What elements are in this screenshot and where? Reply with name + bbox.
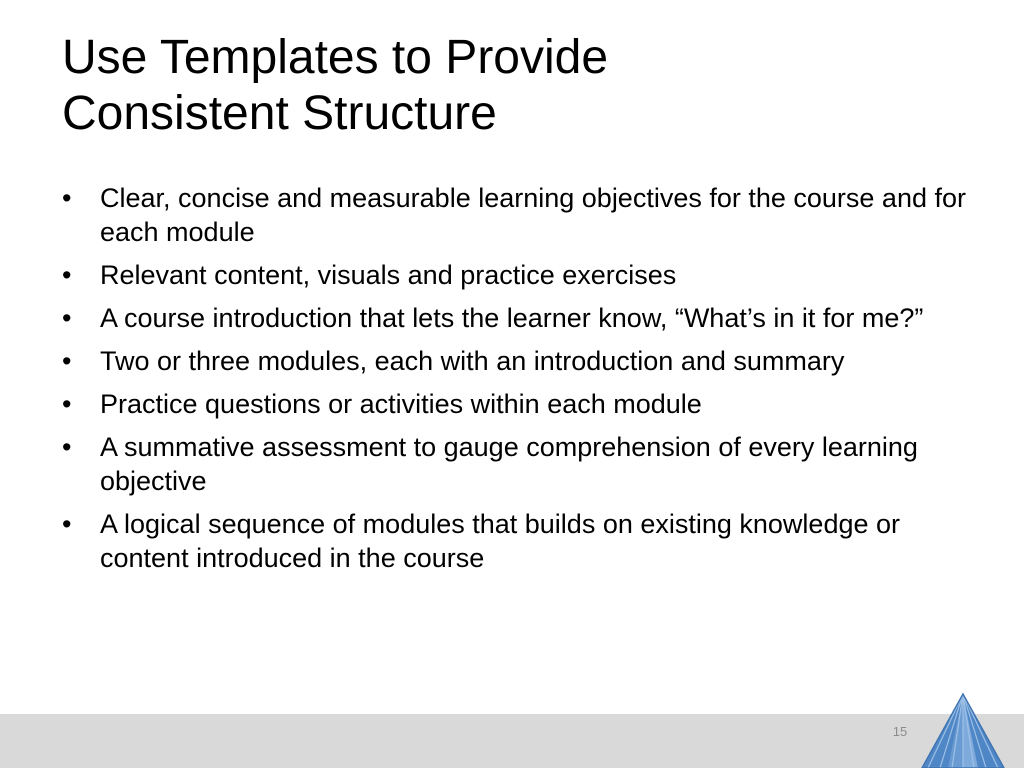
slide-title-line-2: Consistent Structure [62, 87, 497, 140]
bullet-marker: • [62, 509, 72, 539]
bullet-text-4: Two or three modules, each with an introduction and summary [100, 346, 845, 376]
bullet-list [62, 181, 967, 584]
bullet-marker: • [62, 183, 72, 213]
bullet-marker: • [62, 260, 72, 290]
bullet-marker: • [62, 389, 72, 419]
bullet-item-5 [62, 387, 967, 421]
bullet-item-3 [62, 301, 967, 335]
page-number: 15 [892, 724, 908, 739]
bullet-item-6 [62, 430, 967, 498]
bullet-text-5: Practice questions or activities within each module [100, 389, 702, 419]
bullet-item-4 [62, 344, 967, 378]
bullet-item-7 [62, 507, 967, 575]
bullet-marker: • [62, 432, 72, 462]
bullet-text-1: Clear, concise and measurable learning objectives for the course and for each module [100, 183, 966, 247]
bullet-item-2 [62, 258, 967, 292]
bullet-marker: • [62, 346, 72, 376]
bullet-text-6: A summative assessment to gauge comprehension of every learning objective [100, 432, 918, 496]
bullet-item-1 [62, 181, 967, 249]
slide-title [62, 30, 962, 142]
slide-title-line-1: Use Templates to Provide [62, 31, 609, 84]
triangle-logo-icon [918, 690, 1008, 768]
footer-bar [0, 714, 1024, 768]
bullet-text-7: A logical sequence of modules that builds on existing knowledge or content introduced in the course [100, 509, 901, 573]
bullet-text-3: A course introduction that lets the learner know, “What’s in it for me?” [100, 303, 924, 333]
bullet-text-2: Relevant content, visuals and practice exercises [100, 260, 677, 290]
bullet-marker: • [62, 303, 72, 333]
